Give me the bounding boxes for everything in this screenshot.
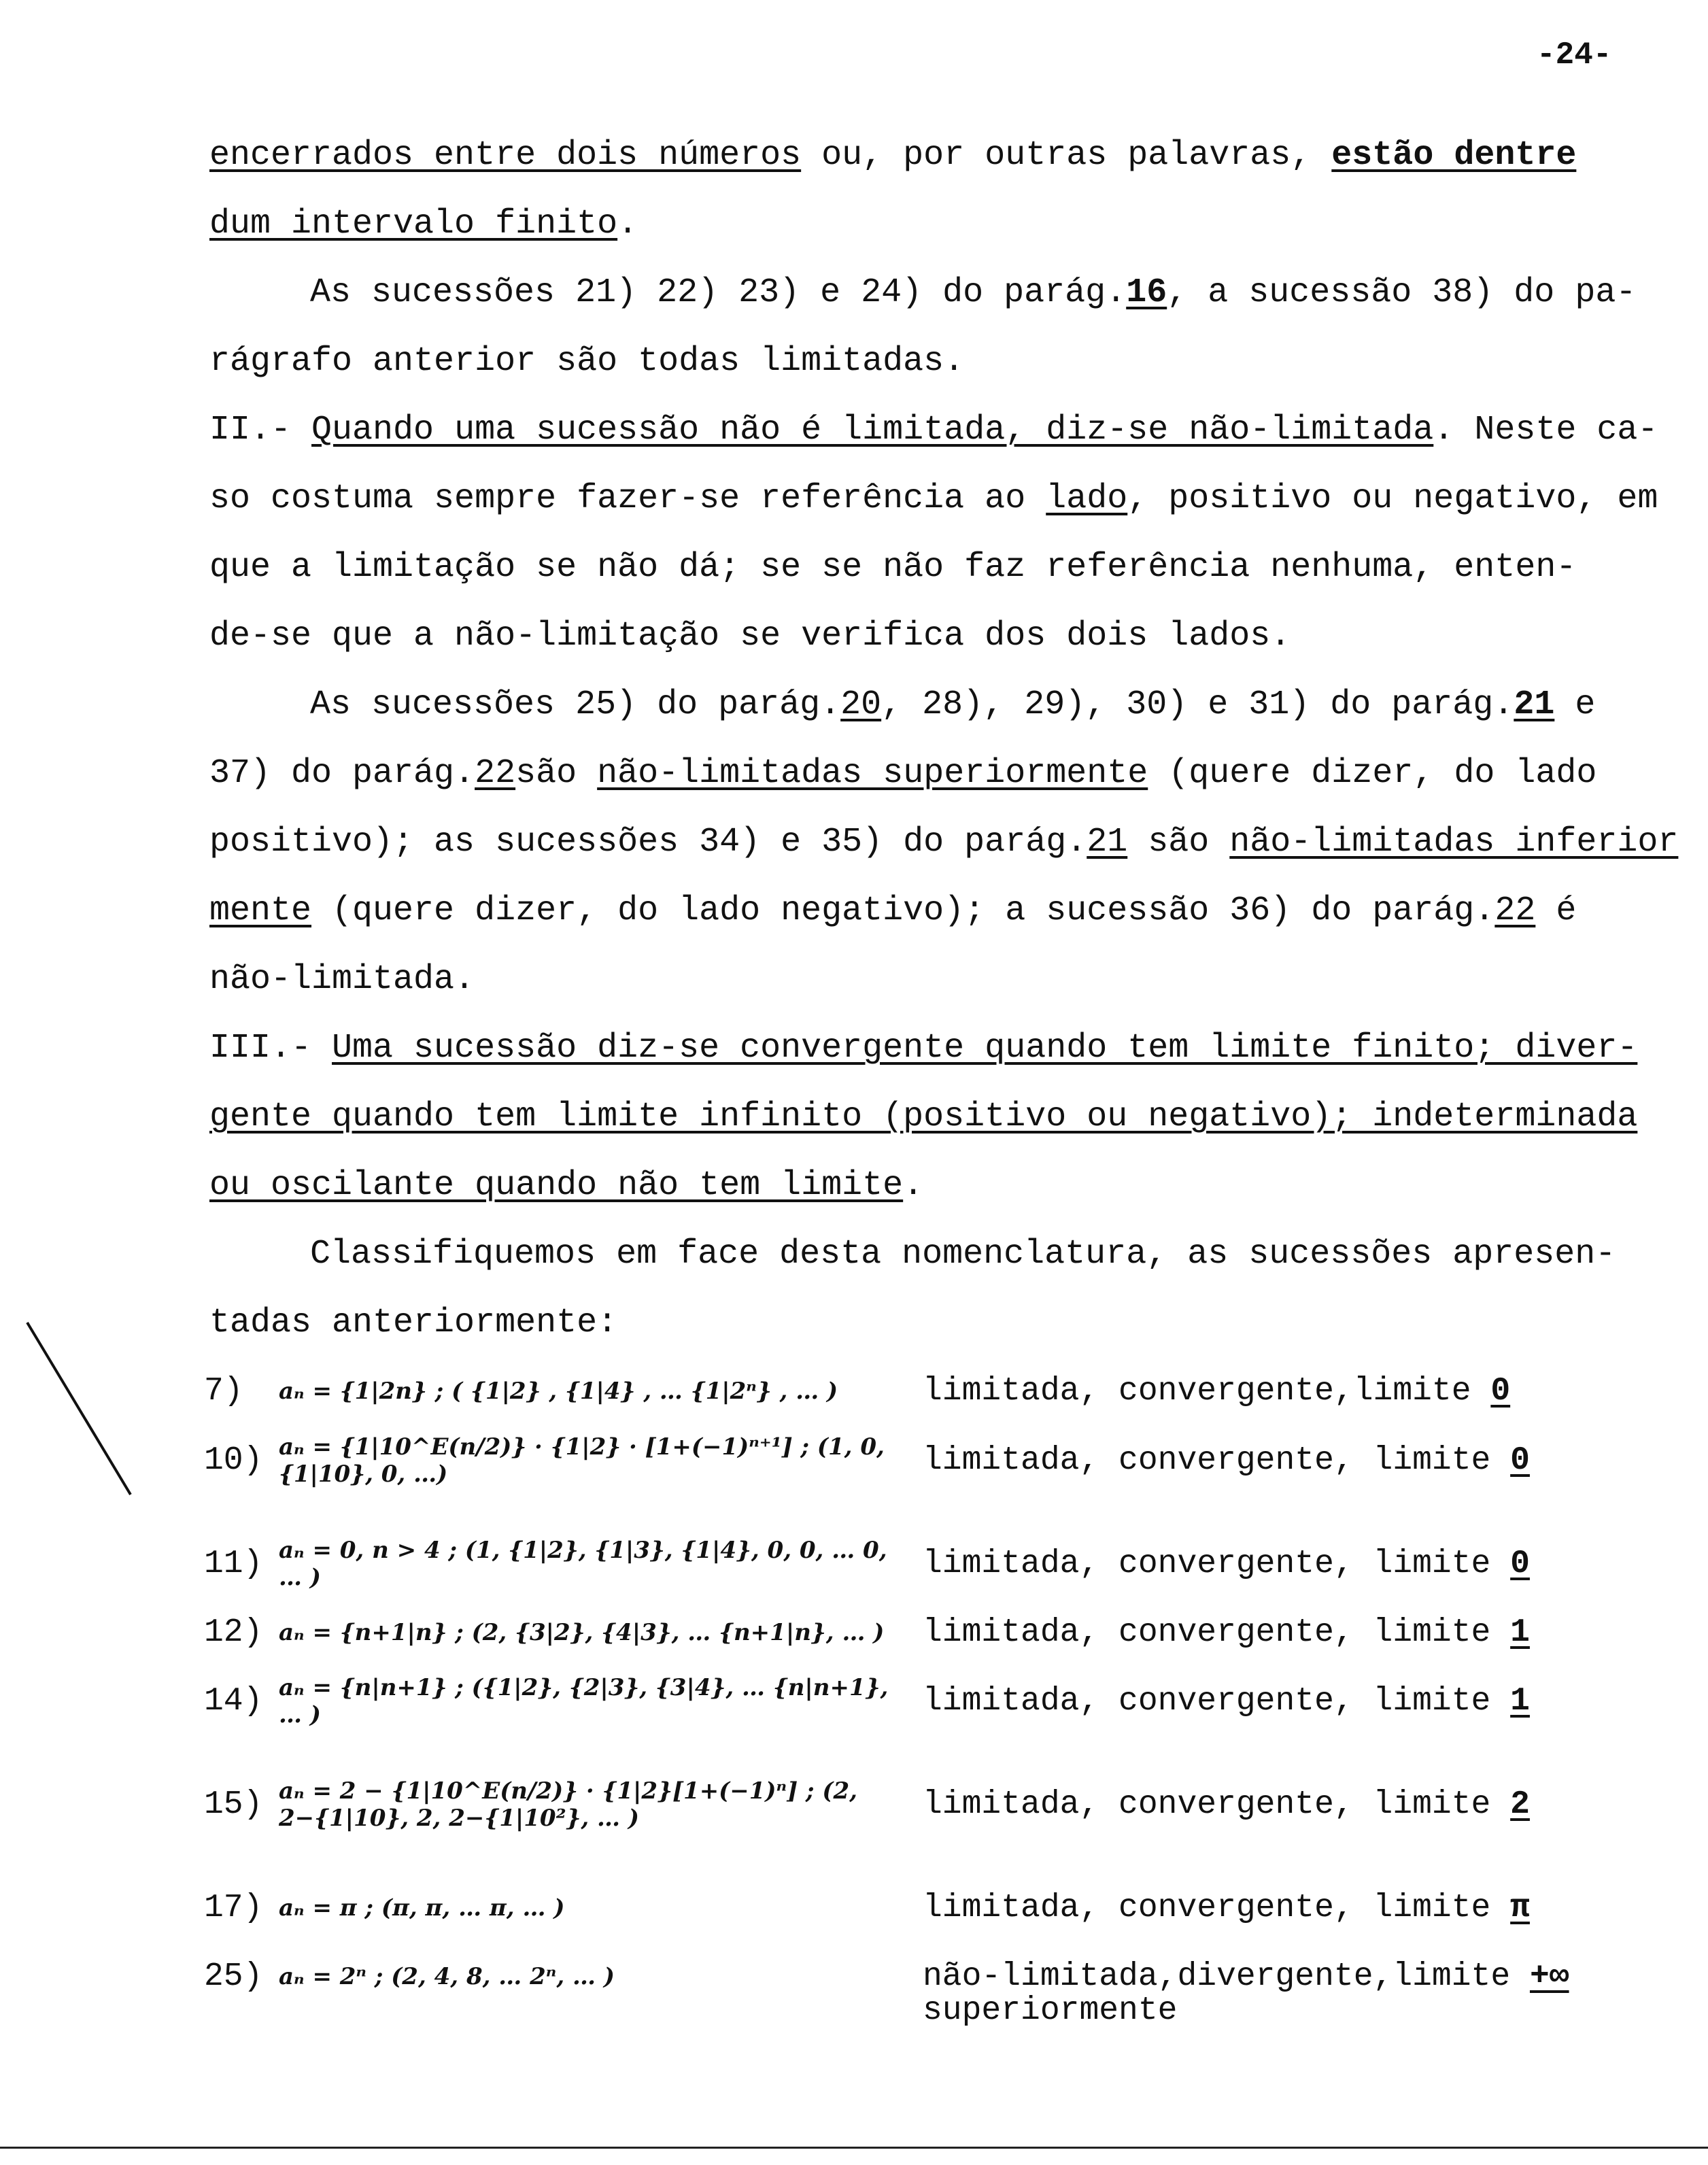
sequence-row (204, 1599, 911, 1667)
sequence-number: 15) (204, 1786, 263, 1823)
sequence-row (204, 1874, 911, 1942)
classification-text: limitada, convergente, limite (923, 1546, 1511, 1582)
text-line (209, 876, 1671, 945)
text-segment: são (1127, 823, 1230, 862)
page-bottom-edge (0, 2147, 1708, 2149)
text-segment: As sucessões 25) do parág. (310, 685, 841, 724)
text-line (209, 327, 1671, 396)
underlined-text: não-limitadas inferior (1229, 823, 1679, 862)
classification-result (923, 1616, 1530, 1650)
text-line (209, 190, 1671, 258)
handwritten-formula: aₙ = 2 − {1|10^E(n/2)} · {1|2}[1+(−1)ⁿ] ; (2, 2−{1|10}, 2, 2−{1|10²}, … ) (279, 1777, 857, 1832)
text-line (209, 1220, 1671, 1289)
sequence-number: 25) (204, 1958, 263, 1995)
handwritten-formula: aₙ = {n|n+1} ; ({1|2}, {2|3}, {3|4}, … {n|n+1}, … ) (279, 1674, 889, 1728)
classification-text: limitada, convergente, limite (923, 1786, 1511, 1823)
text-line (209, 739, 1671, 808)
sequence-row (204, 1667, 911, 1735)
page-number: -24- (1537, 37, 1612, 73)
underlined-text: 20 (840, 685, 882, 724)
text-segment: , 28), 29), 30) e 31) do parág. (881, 685, 1514, 724)
text-line (209, 1082, 1671, 1151)
text-segment: positivo); as sucessões 34) e 35) do parág. (209, 823, 1087, 862)
underlined-text: encerrados entre dois números (209, 136, 802, 175)
handwritten-formula: aₙ = {1|10^E(n/2)} · {1|2} · [1+(−1)ⁿ⁺¹] ; (1, 0, {1|10}, 0, …) (279, 1433, 885, 1488)
text-line (209, 670, 1671, 739)
margin-pen-stroke (0, 0, 177, 1564)
text-segment: As sucessões 21) 22) 23) e 24) do parág. (310, 273, 1127, 312)
handwritten-formula: aₙ = {1|2n} ; ( {1|2} , {1|4} , … {1|2ⁿ} , … ) (279, 1378, 838, 1405)
text-line (209, 1151, 1671, 1220)
underlined-text: estão dentre (1331, 136, 1577, 175)
classification-result (923, 1547, 1530, 1581)
limit-value: 0 (1510, 1546, 1530, 1582)
sequence-number: 10) (204, 1442, 263, 1479)
underlined-text: 22 (1494, 891, 1536, 930)
classification-result (923, 1684, 1530, 1718)
sequence-number: 11) (204, 1546, 263, 1582)
handwritten-formula: aₙ = {n+1|n} ; (2, {3|2}, {4|3}, … {n+1|n}, … ) (279, 1619, 885, 1646)
handwritten-formula: aₙ = 2ⁿ ; (2, 4, 8, … 2ⁿ, … ) (279, 1963, 615, 1990)
text-line (209, 1289, 1671, 1357)
text-segment: que a limitação se não dá; se se não faz referência nenhuma, enten- (209, 548, 1577, 587)
text-segment: . (903, 1166, 924, 1205)
text-segment: Classifiquemos em face desta nomenclatura, as sucessões apresen- (310, 1235, 1616, 1274)
sequence-row (204, 1771, 911, 1839)
text-segment: e (1554, 685, 1596, 724)
limit-value: +∞ (1529, 1958, 1569, 1995)
text-line (209, 602, 1671, 670)
text-line (209, 121, 1671, 190)
text-segment: (quere dizer, do lado negativo); a sucessão 36) do parág. (311, 891, 1495, 930)
sequence-number: 12) (204, 1614, 263, 1651)
text-segment: de-se que a não-limitação se verifica dos dois lados. (209, 617, 1291, 655)
text-segment: (quere dizer, do lado (1148, 754, 1597, 793)
underlined-text: mente (209, 891, 312, 930)
limit-value: 2 (1510, 1786, 1530, 1823)
text-segment: III.- (209, 1029, 332, 1068)
handwritten-formula: aₙ = 0, n > 4 ; (1, {1|2}, {1|3}, {1|4}, 0, 0, … 0, … ) (279, 1537, 887, 1591)
text-segment: é (1535, 891, 1577, 930)
text-line (209, 533, 1671, 602)
sequence-number: 7) (204, 1373, 243, 1410)
underlined-text: Quando uma sucessão não é limitada, diz-se não-limitada (311, 411, 1434, 449)
text-segment: . Neste ca- (1433, 411, 1658, 449)
classification-result (923, 1444, 1530, 1478)
limit-value: π (1510, 1890, 1530, 1926)
sequence-number: 14) (204, 1683, 263, 1720)
classification-result (923, 1374, 1510, 1408)
text-line (209, 1014, 1671, 1082)
underlined-text: dum intervalo finito (209, 205, 618, 243)
handwritten-formula: aₙ = π ; (π, π, … π, … ) (279, 1894, 565, 1922)
text-segment: ou, por outras palavras, (801, 136, 1332, 175)
text-segment: tadas anteriormente: (209, 1303, 618, 1342)
sequence-row (204, 1530, 911, 1598)
limit-value: 0 (1490, 1373, 1511, 1410)
classification-result (923, 1788, 1530, 1822)
classification-text-continued: superiormente (923, 1992, 1178, 2029)
sequence-row (204, 1357, 911, 1425)
underlined-text: 21 (1087, 823, 1128, 862)
underlined-text: não-limitadas superiormente (597, 754, 1148, 793)
text-line (209, 464, 1671, 533)
limit-value: 1 (1510, 1683, 1530, 1720)
text-segment: so costuma sempre fazer-se referência ao (209, 479, 1046, 518)
classification-text: limitada, convergente, limite (923, 1683, 1511, 1720)
classification-text: limitada, convergente, limite (923, 1614, 1511, 1651)
classification-text: limitada, convergente,limite (923, 1373, 1491, 1410)
text-segment: II.- (209, 411, 312, 449)
sequence-row (204, 1943, 911, 2011)
classification-result (923, 1960, 1569, 2028)
underlined-text: 22 (475, 754, 516, 793)
underlined-text: lado (1046, 479, 1128, 518)
classification-result (923, 1891, 1530, 1925)
underlined-text: 21 (1514, 685, 1555, 724)
text-segment: , a sucessão 38) do pa- (1167, 273, 1637, 312)
limit-value: 0 (1510, 1442, 1530, 1479)
text-segment: rágrafo anterior são todas limitadas. (209, 342, 965, 381)
text-line (209, 945, 1671, 1014)
document-body (209, 121, 1679, 1357)
sequence-number: 17) (204, 1890, 263, 1926)
classification-text: limitada, convergente, limite (923, 1890, 1511, 1926)
underlined-text: gente quando tem limite infinito (positivo ou negativo); indeterminada (209, 1097, 1638, 1136)
limit-value: 1 (1510, 1614, 1530, 1651)
sequence-row (204, 1427, 911, 1495)
underlined-text: 16 (1126, 273, 1167, 312)
classification-text: limitada, convergente, limite (923, 1442, 1511, 1479)
text-line (209, 258, 1671, 327)
text-line (209, 396, 1671, 464)
text-segment: . (617, 205, 638, 243)
text-segment: são (515, 754, 598, 793)
underlined-text: Uma sucessão diz-se convergente quando tem limite finito; diver- (332, 1029, 1638, 1068)
text-segment: 37) do parág. (209, 754, 475, 793)
text-line (209, 808, 1679, 876)
text-segment: , positivo ou negativo, em (1127, 479, 1658, 518)
classification-text: não-limitada,divergente,limite (923, 1958, 1530, 1995)
underlined-text: ou oscilante quando não tem limite (209, 1166, 904, 1205)
text-segment: não-limitada. (209, 960, 475, 999)
